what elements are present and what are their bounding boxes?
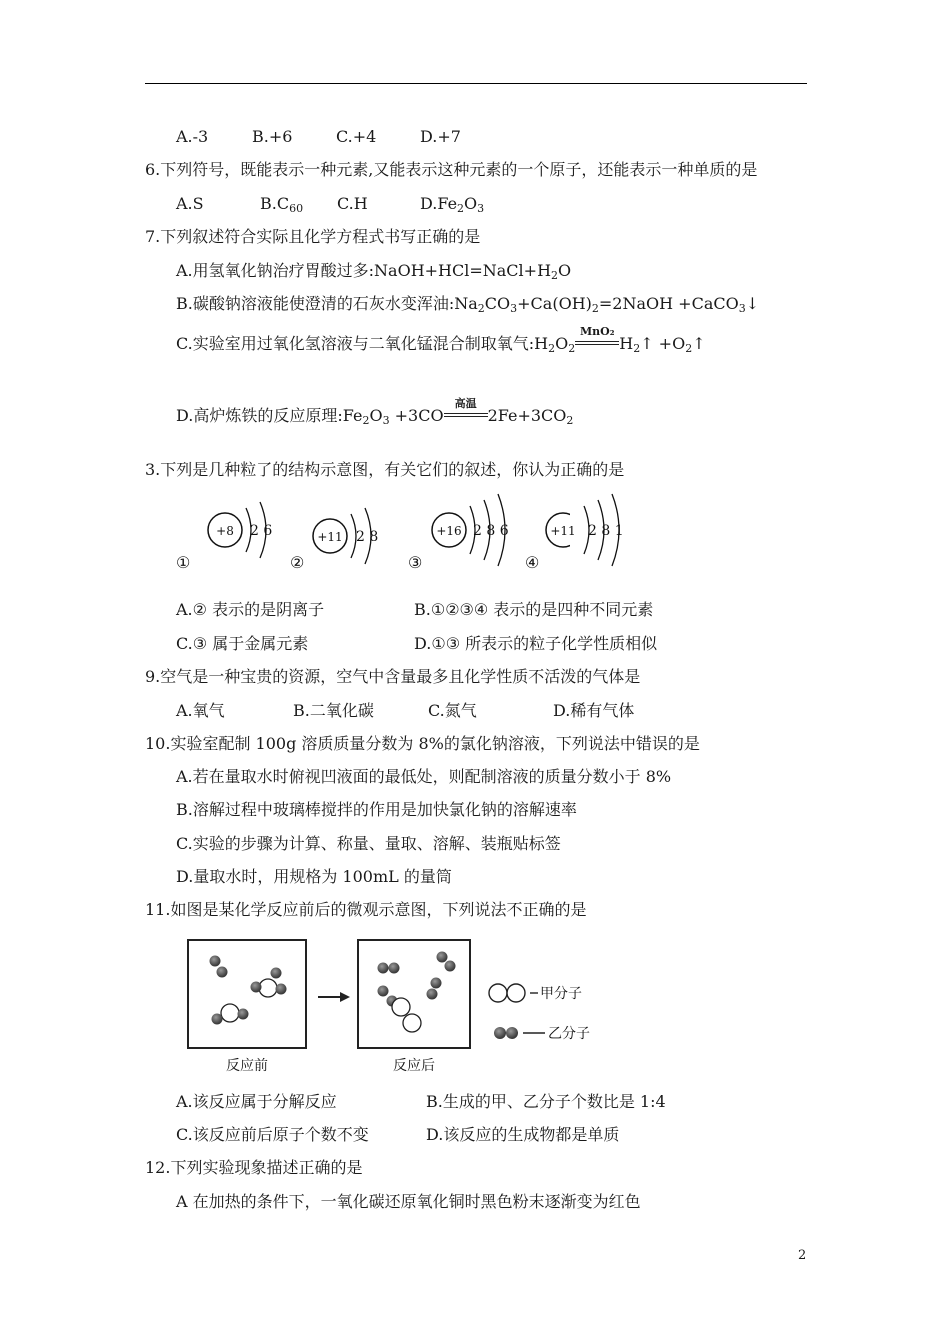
- before-molecule-2: [251, 968, 287, 998]
- q7-option-c: C.实验室用过氧化氢溶液与二氧化锰混合制取氧气$:H_2O_2$ MnO₂ $H_2↑$ $+O_2↑$: [176, 325, 706, 355]
- q8-stem: 3.下列是几种粒了的结构示意图，有关它们的叙述，你认为正确的是: [145, 460, 625, 479]
- q10-option-c: C.实验的步骤为计算、称量、量取、溶解、装瓶贴标签: [176, 834, 561, 853]
- q5-option-a: A.-3: [176, 127, 209, 146]
- atom-1-nucleus: +8: [216, 524, 234, 538]
- q10-option-b: B.溶解过程中玻璃棒搅拌的作用是加快氯化钠的溶解速率: [176, 800, 577, 819]
- q11-option-a: A.该反应属于分解反应: [176, 1092, 337, 1111]
- before-box: [188, 940, 306, 1048]
- q6-stem: 6.下列符号，既能表示一种元素,又能表示这种元素的一个原子，还能表示一种单质的是: [145, 160, 758, 179]
- q5-option-b: B.+6: [252, 127, 293, 146]
- atom-2-shells: 2 8: [356, 529, 379, 545]
- after-label: 反应后: [393, 1058, 435, 1074]
- q12-option-a: A 在加热的条件下，一氧化碳还原氧化铜时黑色粉末逐渐变为红色: [176, 1192, 641, 1211]
- q9-option-a: A.氧气: [176, 701, 225, 720]
- legend-yi-label: 乙分子: [548, 1026, 590, 1042]
- legend-jia-label: 甲分子: [540, 986, 582, 1002]
- atom-4-shells: 2 8 1: [588, 523, 624, 539]
- atom-1-number: ①: [176, 553, 191, 572]
- legend-jia: [489, 984, 582, 1002]
- mno2-condition: MnO₂: [575, 334, 619, 354]
- high-temp-condition: 高温: [444, 406, 488, 426]
- header-rule: [145, 83, 807, 84]
- atom-4-nucleus: +11: [550, 524, 576, 538]
- atom-3-number: ③: [408, 553, 423, 572]
- q9-option-b: B.二氧化碳: [293, 701, 374, 720]
- after-molecules: [378, 952, 456, 1033]
- q7-option-d: D.高炉炼铁的反应原理$:Fe_2O_3 +3CO$ 高温 $2Fe+3CO_2$: [176, 397, 574, 427]
- atom-2-nucleus: +11: [317, 530, 343, 544]
- q8-option-c: C.③ 属于金属元素: [176, 634, 309, 653]
- atom-4-diagram: [540, 488, 640, 573]
- q6-option-b: $B.C_{60}$: [260, 194, 304, 215]
- legend-yi: [494, 1026, 590, 1042]
- q10-option-a: A.若在量取水时俯视凹液面的最低处，则配制溶液的质量分数小于 8%: [176, 767, 672, 786]
- atom-structure-diagrams: [170, 488, 570, 573]
- before-molecule-3: [212, 1004, 249, 1025]
- atom-3-shells: 2 8 6: [473, 523, 509, 539]
- q7-stem: 7.下列叙述符合实际且化学方程式书写正确的是: [145, 227, 481, 246]
- atom-4-number: ④: [525, 553, 540, 572]
- page-number: 2: [798, 1248, 807, 1263]
- q6-option-d: $D.Fe_2O_3$: [420, 194, 485, 215]
- q11-option-b: B.生成的甲、乙分子个数比是 1:4: [426, 1092, 666, 1111]
- reaction-micro-diagram: [180, 935, 620, 1080]
- q11-stem: 11.如图是某化学反应前后的微观示意图，下列说法不正确的是: [145, 900, 587, 919]
- atom-3-nucleus: +16: [436, 524, 462, 538]
- q5-option-d: D.+7: [420, 127, 461, 146]
- q8-option-d: D.①③ 所表示的粒子化学性质相似: [414, 634, 658, 653]
- before-molecule-1: [210, 956, 228, 978]
- q6-option-a: A.S: [176, 194, 204, 213]
- q9-option-c: C.氮气: [428, 701, 477, 720]
- q5-option-c: C.+4: [336, 127, 377, 146]
- q10-stem: 10.实验室配制 100g 溶质质量分数为 8%的氯化钠溶液，下列说法中错误的是: [145, 734, 700, 753]
- atom-2-number: ②: [290, 553, 305, 572]
- q9-stem: 9.空气是一种宝贵的资源，空气中含量最多且化学性质不活泼的气体是: [145, 667, 641, 686]
- q7-option-a: A.用氢氧化钠治疗胃酸过多$:NaOH+HCl=NaCl+H_2O$: [176, 261, 572, 282]
- q11-option-d: D.该反应的生成物都是单质: [426, 1125, 620, 1144]
- q12-stem: 12.下列实验现象描述正确的是: [145, 1158, 363, 1177]
- q9-option-d: D.稀有气体: [553, 701, 635, 720]
- before-label: 反应前: [226, 1058, 268, 1074]
- q11-option-c: C.该反应前后原子个数不变: [176, 1125, 369, 1144]
- q6-option-c: C.H: [337, 194, 368, 213]
- q8-option-b: B.①②③④ 表示的是四种不同元素: [414, 600, 654, 619]
- q8-option-a: A.② 表示的是阴离子: [176, 600, 325, 619]
- atom-1-shells: 2 6: [250, 523, 273, 539]
- q7-option-b: B.碳酸钠溶液能使澄清的石灰水变浑油$:Na_2CO_3+Ca(OH)_2=2NaOH$ +CaCO$_3$↓: [176, 294, 760, 315]
- q10-option-d: D.量取水时，用规格为 100mL 的量筒: [176, 867, 452, 886]
